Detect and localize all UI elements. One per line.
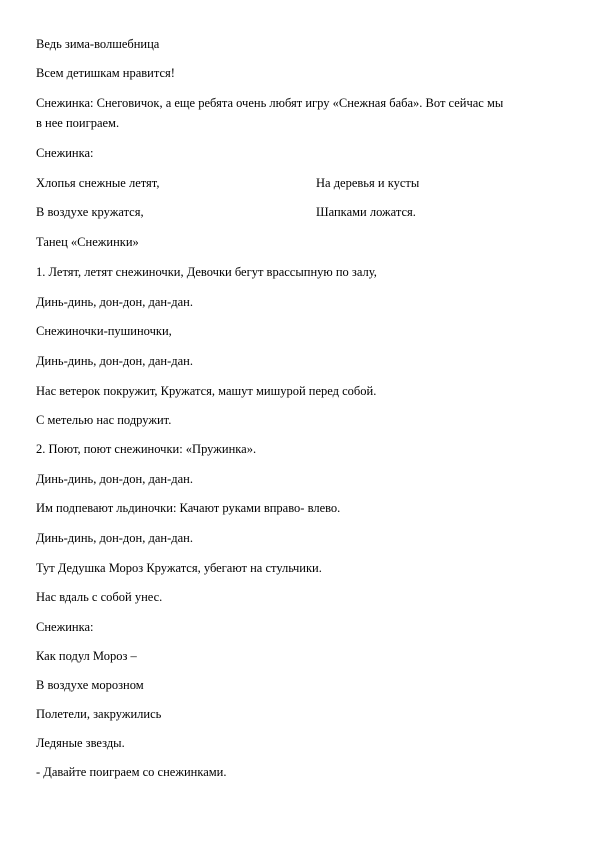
text-line: - Давайте поиграем со снежинками. (36, 765, 227, 779)
song-line: Нас вдаль с собой унес. (36, 590, 163, 604)
song-line: Тут Дедушка Мороз Кружатся, убегают на стульчики. (36, 561, 322, 575)
poem-line-right: На деревья и кусты (316, 176, 420, 190)
poem-line: В воздухе морозном (36, 678, 144, 692)
song-line: Динь-динь, дон-дон, дан-дан. (36, 295, 193, 309)
song-line: Динь-динь, дон-дон, дан-дан. (36, 354, 193, 368)
text-line: Снежинка: Снеговичок, а еще ребята очень любят игру «Снежная баба». Вот сейчас мы (36, 96, 504, 110)
song-line: Нас ветерок покружит, Кружатся, машут мишурой перед собой. (36, 384, 377, 398)
section-heading: Танец «Снежинки» (36, 235, 139, 249)
song-line: Динь-динь, дон-дон, дан-дан. (36, 472, 193, 486)
poem-line: Полетели, закружились (36, 707, 162, 721)
song-line: Им подпевают льдиночки: Качают руками вправо- влево. (36, 501, 341, 515)
text-line: Ведь зима-волшебница (36, 37, 160, 51)
song-line: С метелью нас подружит. (36, 413, 172, 427)
poem-line-left: Хлопья снежные летят, (36, 176, 160, 190)
poem-line-left: В воздухе кружатся, (36, 205, 144, 219)
speaker-label: Снежинка: (36, 620, 94, 634)
song-line: 1. Летят, летят снежиночки, Девочки бегут врассыпную по залу, (36, 265, 377, 279)
text-line: Всем детишкам нравится! (36, 66, 175, 80)
poem-line: Ледяные звезды. (36, 736, 125, 750)
text-line: в нее поиграем. (36, 116, 120, 130)
speaker-label: Снежинка: (36, 146, 94, 160)
song-line: Динь-динь, дон-дон, дан-дан. (36, 531, 193, 545)
song-line: 2. Поют, поют снежиночки: «Пружинка». (36, 442, 257, 456)
poem-line: Как подул Мороз – (36, 649, 137, 663)
poem-line-right: Шапками ложатся. (316, 205, 416, 219)
song-line: Снежиночки-пушиночки, (36, 324, 172, 338)
